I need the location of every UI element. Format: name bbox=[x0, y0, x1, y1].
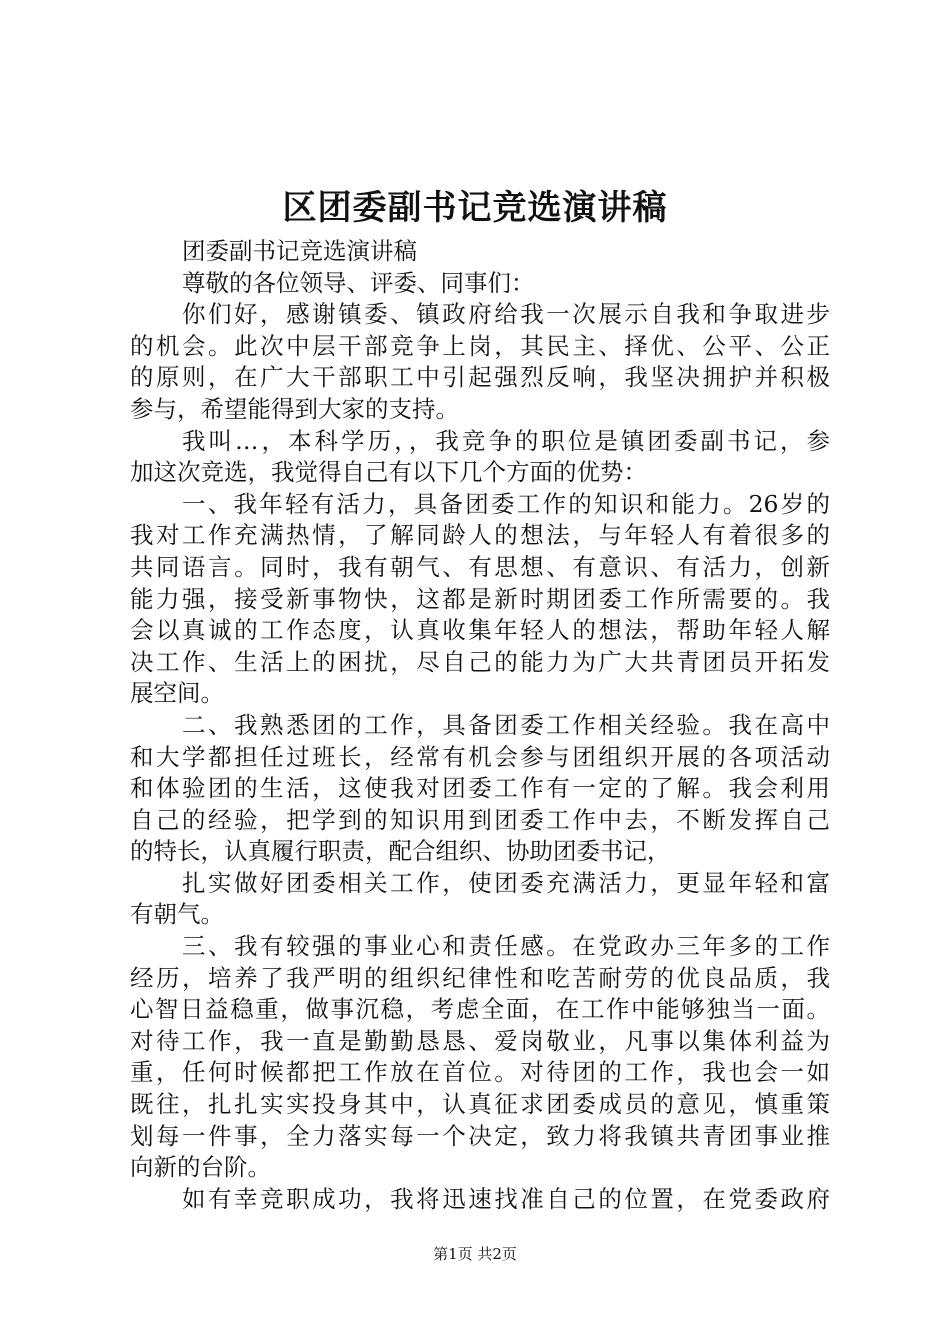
text-line: 和大学都担任过班长，经常有机会参与团组织开展的各项活动 bbox=[130, 742, 830, 771]
text-line: 展空间。 bbox=[130, 679, 224, 708]
text-line: 既往，扎扎实实投身其中，认真征求团委成员的意见，慎重策 bbox=[130, 1090, 830, 1119]
text-line: 的特长，认真履行职责，配合组织、协助团委书记， bbox=[130, 837, 671, 866]
text-line: 尊敬的各位领导、评委、同事们： bbox=[182, 268, 535, 297]
text-line: 一、我年轻有活力，具备团委工作的知识和能力。26岁的 bbox=[182, 489, 830, 518]
text-line: 三、我有较强的事业心和责任感。在党政办三年多的工作 bbox=[182, 932, 830, 961]
document-title: 区团委副书记竞选演讲稿 bbox=[282, 188, 668, 228]
text-line: 的机会。此次中层干部竞争上岗，其民主、择优、公平、公正 bbox=[130, 331, 830, 360]
text-line: 团委副书记竞选演讲稿 bbox=[182, 237, 417, 265]
text-line: 会以真诚的工作态度，认真收集年轻人的想法，帮助年轻人解 bbox=[130, 616, 830, 645]
text-line: 二、我熟悉团的工作，具备团委工作相关经验。我在高中 bbox=[182, 710, 830, 739]
text-line: 参与，希望能得到大家的支持。 bbox=[130, 394, 459, 423]
text-line: 加这次竞选，我觉得自己有以下几个方面的优势： bbox=[130, 458, 647, 487]
text-line: 重，任何时候都把工作放在首位。对待团的工作，我也会一如 bbox=[130, 1058, 830, 1087]
text-line: 对待工作，我一直是勤勤恳恳、爱岗敬业，凡事以集体利益为 bbox=[130, 1026, 830, 1055]
text-line: 我对工作充满热情，了解同龄人的想法，与年轻人有着很多的 bbox=[130, 521, 830, 550]
text-line: 和体验团的生活，这使我对团委工作有一定的了解。我会利用 bbox=[130, 774, 830, 803]
text-line: 向新的台阶。 bbox=[130, 1153, 271, 1182]
text-line: 我叫…，本科学历，，我竞争的职位是镇团委副书记，参 bbox=[182, 426, 830, 455]
text-line: 共同语言。同时，我有朝气、有思想、有意识、有活力，创新 bbox=[130, 552, 830, 581]
page-footer: 第1页 共2页 bbox=[433, 1245, 517, 1263]
text-line: 的原则，在广大干部职工中引起强烈反响，我坚决拥护并积极 bbox=[130, 363, 830, 392]
text-line: 决工作、生活上的困扰，尽自己的能力为广大共青团员开拓发 bbox=[130, 647, 830, 676]
text-line: 能力强，接受新事物快，这都是新时期团委工作所需要的。我 bbox=[130, 584, 830, 613]
document-body bbox=[130, 236, 830, 1215]
text-line: 自己的经验，把学到的知识用到团委工作中去，不断发挥自己 bbox=[130, 805, 830, 834]
text-line: 你们好，感谢镇委、镇政府给我一次展示自我和争取进步 bbox=[182, 300, 830, 329]
text-line: 划每一件事，全力落实每一个决定，致力将我镇共青团事业推 bbox=[130, 1121, 830, 1150]
text-line: 心智日益稳重，做事沉稳，考虑全面，在工作中能够独当一面。 bbox=[130, 995, 830, 1024]
text-line: 有朝气。 bbox=[130, 900, 224, 929]
text-line: 经历，培养了我严明的组织纪律性和吃苦耐劳的优良品质，我 bbox=[130, 963, 830, 992]
text-line: 如有幸竞职成功，我将迅速找准自己的位置，在党委政府 bbox=[182, 1184, 830, 1213]
text-line: 扎实做好团委相关工作，使团委充满活力，更显年轻和富 bbox=[182, 868, 830, 897]
